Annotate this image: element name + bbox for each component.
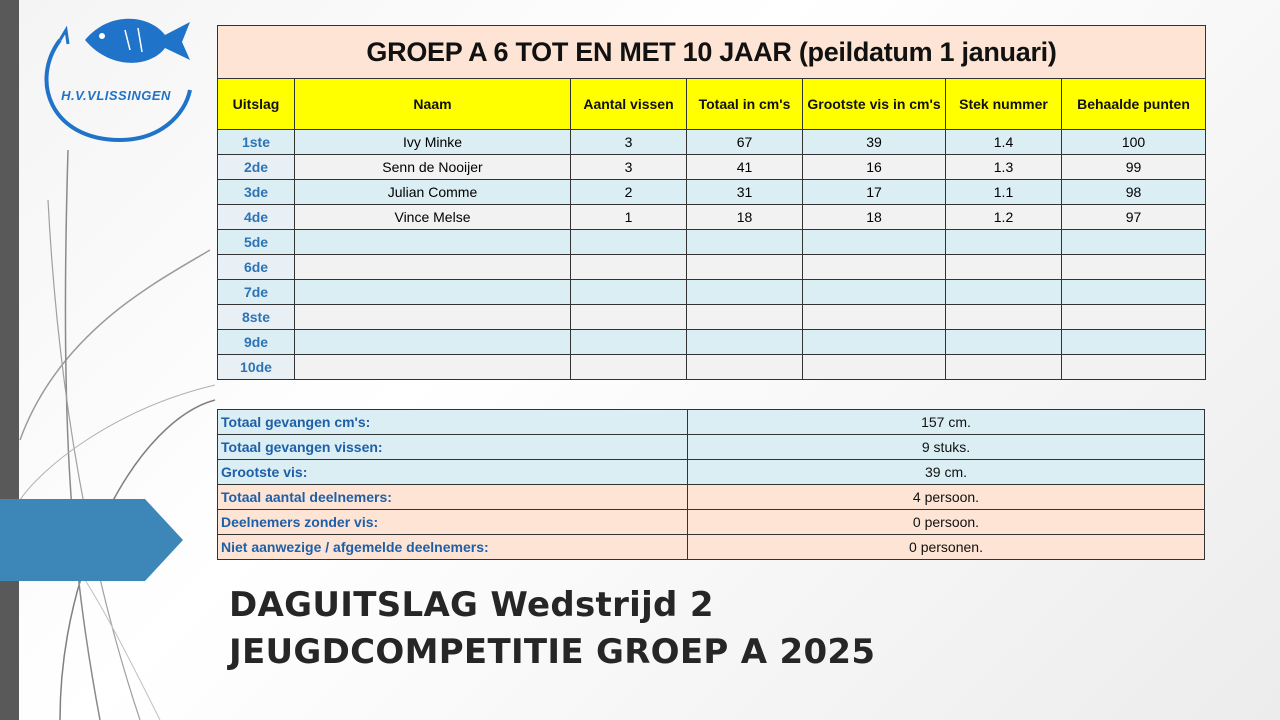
club-logo [30,10,200,150]
rank-cell: 3de [218,180,295,205]
points-cell [1062,330,1206,355]
summary-value: 0 persoon. [688,510,1205,535]
fish-cell: 1 [571,205,687,230]
fish-cell [571,330,687,355]
total-cell: 18 [687,205,803,230]
fish-cell: 3 [571,130,687,155]
name-cell: Ivy Minke [295,130,571,155]
results-table [217,25,1206,380]
rank-cell: 1ste [218,130,295,155]
rank-cell: 10de [218,355,295,380]
spot-cell [946,355,1062,380]
fish-hook-icon [30,10,200,150]
rank-cell: 6de [218,255,295,280]
biggest-cell: 16 [803,155,946,180]
name-cell [295,330,571,355]
name-cell [295,280,571,305]
column-header: Naam [295,79,571,130]
summary-label: Deelnemers zonder vis: [218,510,688,535]
biggest-cell [803,280,946,305]
total-cell [687,280,803,305]
summary-row [218,410,1205,435]
total-cell: 67 [687,130,803,155]
name-cell [295,230,571,255]
summary-value: 157 cm. [688,410,1205,435]
name-cell [295,305,571,330]
name-cell: Vince Melse [295,205,571,230]
name-cell: Julian Comme [295,180,571,205]
points-cell [1062,280,1206,305]
summary-row [218,510,1205,535]
summary-row [218,485,1205,510]
rank-cell: 5de [218,230,295,255]
fish-cell [571,305,687,330]
table-row [218,255,1206,280]
spot-cell: 1.3 [946,155,1062,180]
column-header: Totaal in cm's [687,79,803,130]
slide-title-line-2: JEUGDCOMPETITIE GROEP A 2025 [229,632,876,672]
points-cell: 97 [1062,205,1206,230]
name-cell [295,255,571,280]
biggest-cell: 39 [803,130,946,155]
biggest-cell [803,305,946,330]
summary-label: Totaal gevangen cm's: [218,410,688,435]
biggest-cell: 17 [803,180,946,205]
summary-row [218,460,1205,485]
biggest-cell [803,355,946,380]
summary-label: Grootste vis: [218,460,688,485]
spot-cell: 1.4 [946,130,1062,155]
total-cell: 31 [687,180,803,205]
summary-table [217,409,1205,560]
column-header: Grootste vis in cm's [803,79,946,130]
total-cell [687,330,803,355]
spot-cell [946,280,1062,305]
points-cell: 98 [1062,180,1206,205]
spot-cell [946,330,1062,355]
table-row [218,205,1206,230]
column-header: Uitslag [218,79,295,130]
summary-row [218,435,1205,460]
table-title: GROEP A 6 TOT EN MET 10 JAAR (peildatum 1 januari) [218,26,1206,79]
points-cell [1062,230,1206,255]
table-row [218,280,1206,305]
summary-label: Niet aanwezige / afgemelde deelnemers: [218,535,688,560]
table-row [218,230,1206,255]
points-cell: 100 [1062,130,1206,155]
column-header: Stek nummer [946,79,1062,130]
points-cell [1062,255,1206,280]
points-cell [1062,355,1206,380]
logo-text: H.V.VLISSINGEN [61,88,171,103]
summary-value: 0 personen. [688,535,1205,560]
total-cell [687,255,803,280]
arrow-shape [0,499,183,581]
fish-cell: 3 [571,155,687,180]
rank-cell: 2de [218,155,295,180]
spot-cell: 1.2 [946,205,1062,230]
column-header: Aantal vissen [571,79,687,130]
summary-value: 4 persoon. [688,485,1205,510]
points-cell: 99 [1062,155,1206,180]
table-header-row [218,79,1206,130]
table-row [218,330,1206,355]
summary-label: Totaal gevangen vissen: [218,435,688,460]
spot-cell [946,305,1062,330]
fish-cell [571,355,687,380]
total-cell: 41 [687,155,803,180]
total-cell [687,305,803,330]
spot-cell [946,255,1062,280]
slide-title [229,582,875,676]
summary-label: Totaal aantal deelnemers: [218,485,688,510]
name-cell: Senn de Nooijer [295,155,571,180]
summary-value: 9 stuks. [688,435,1205,460]
total-cell [687,355,803,380]
table-row [218,155,1206,180]
spot-cell: 1.1 [946,180,1062,205]
table-row [218,130,1206,155]
fish-cell [571,255,687,280]
spot-cell [946,230,1062,255]
table-row [218,180,1206,205]
table-row [218,305,1206,330]
biggest-cell [803,230,946,255]
fish-cell [571,280,687,305]
fish-cell [571,230,687,255]
fish-cell: 2 [571,180,687,205]
summary-value: 39 cm. [688,460,1205,485]
rank-cell: 8ste [218,305,295,330]
biggest-cell: 18 [803,205,946,230]
biggest-cell [803,330,946,355]
points-cell [1062,305,1206,330]
summary-row [218,535,1205,560]
column-header: Behaalde punten [1062,79,1206,130]
biggest-cell [803,255,946,280]
name-cell [295,355,571,380]
slide-title-line-1: DAGUITSLAG Wedstrijd 2 [229,585,714,625]
total-cell [687,230,803,255]
rank-cell: 9de [218,330,295,355]
rank-cell: 7de [218,280,295,305]
table-row [218,355,1206,380]
rank-cell: 4de [218,205,295,230]
